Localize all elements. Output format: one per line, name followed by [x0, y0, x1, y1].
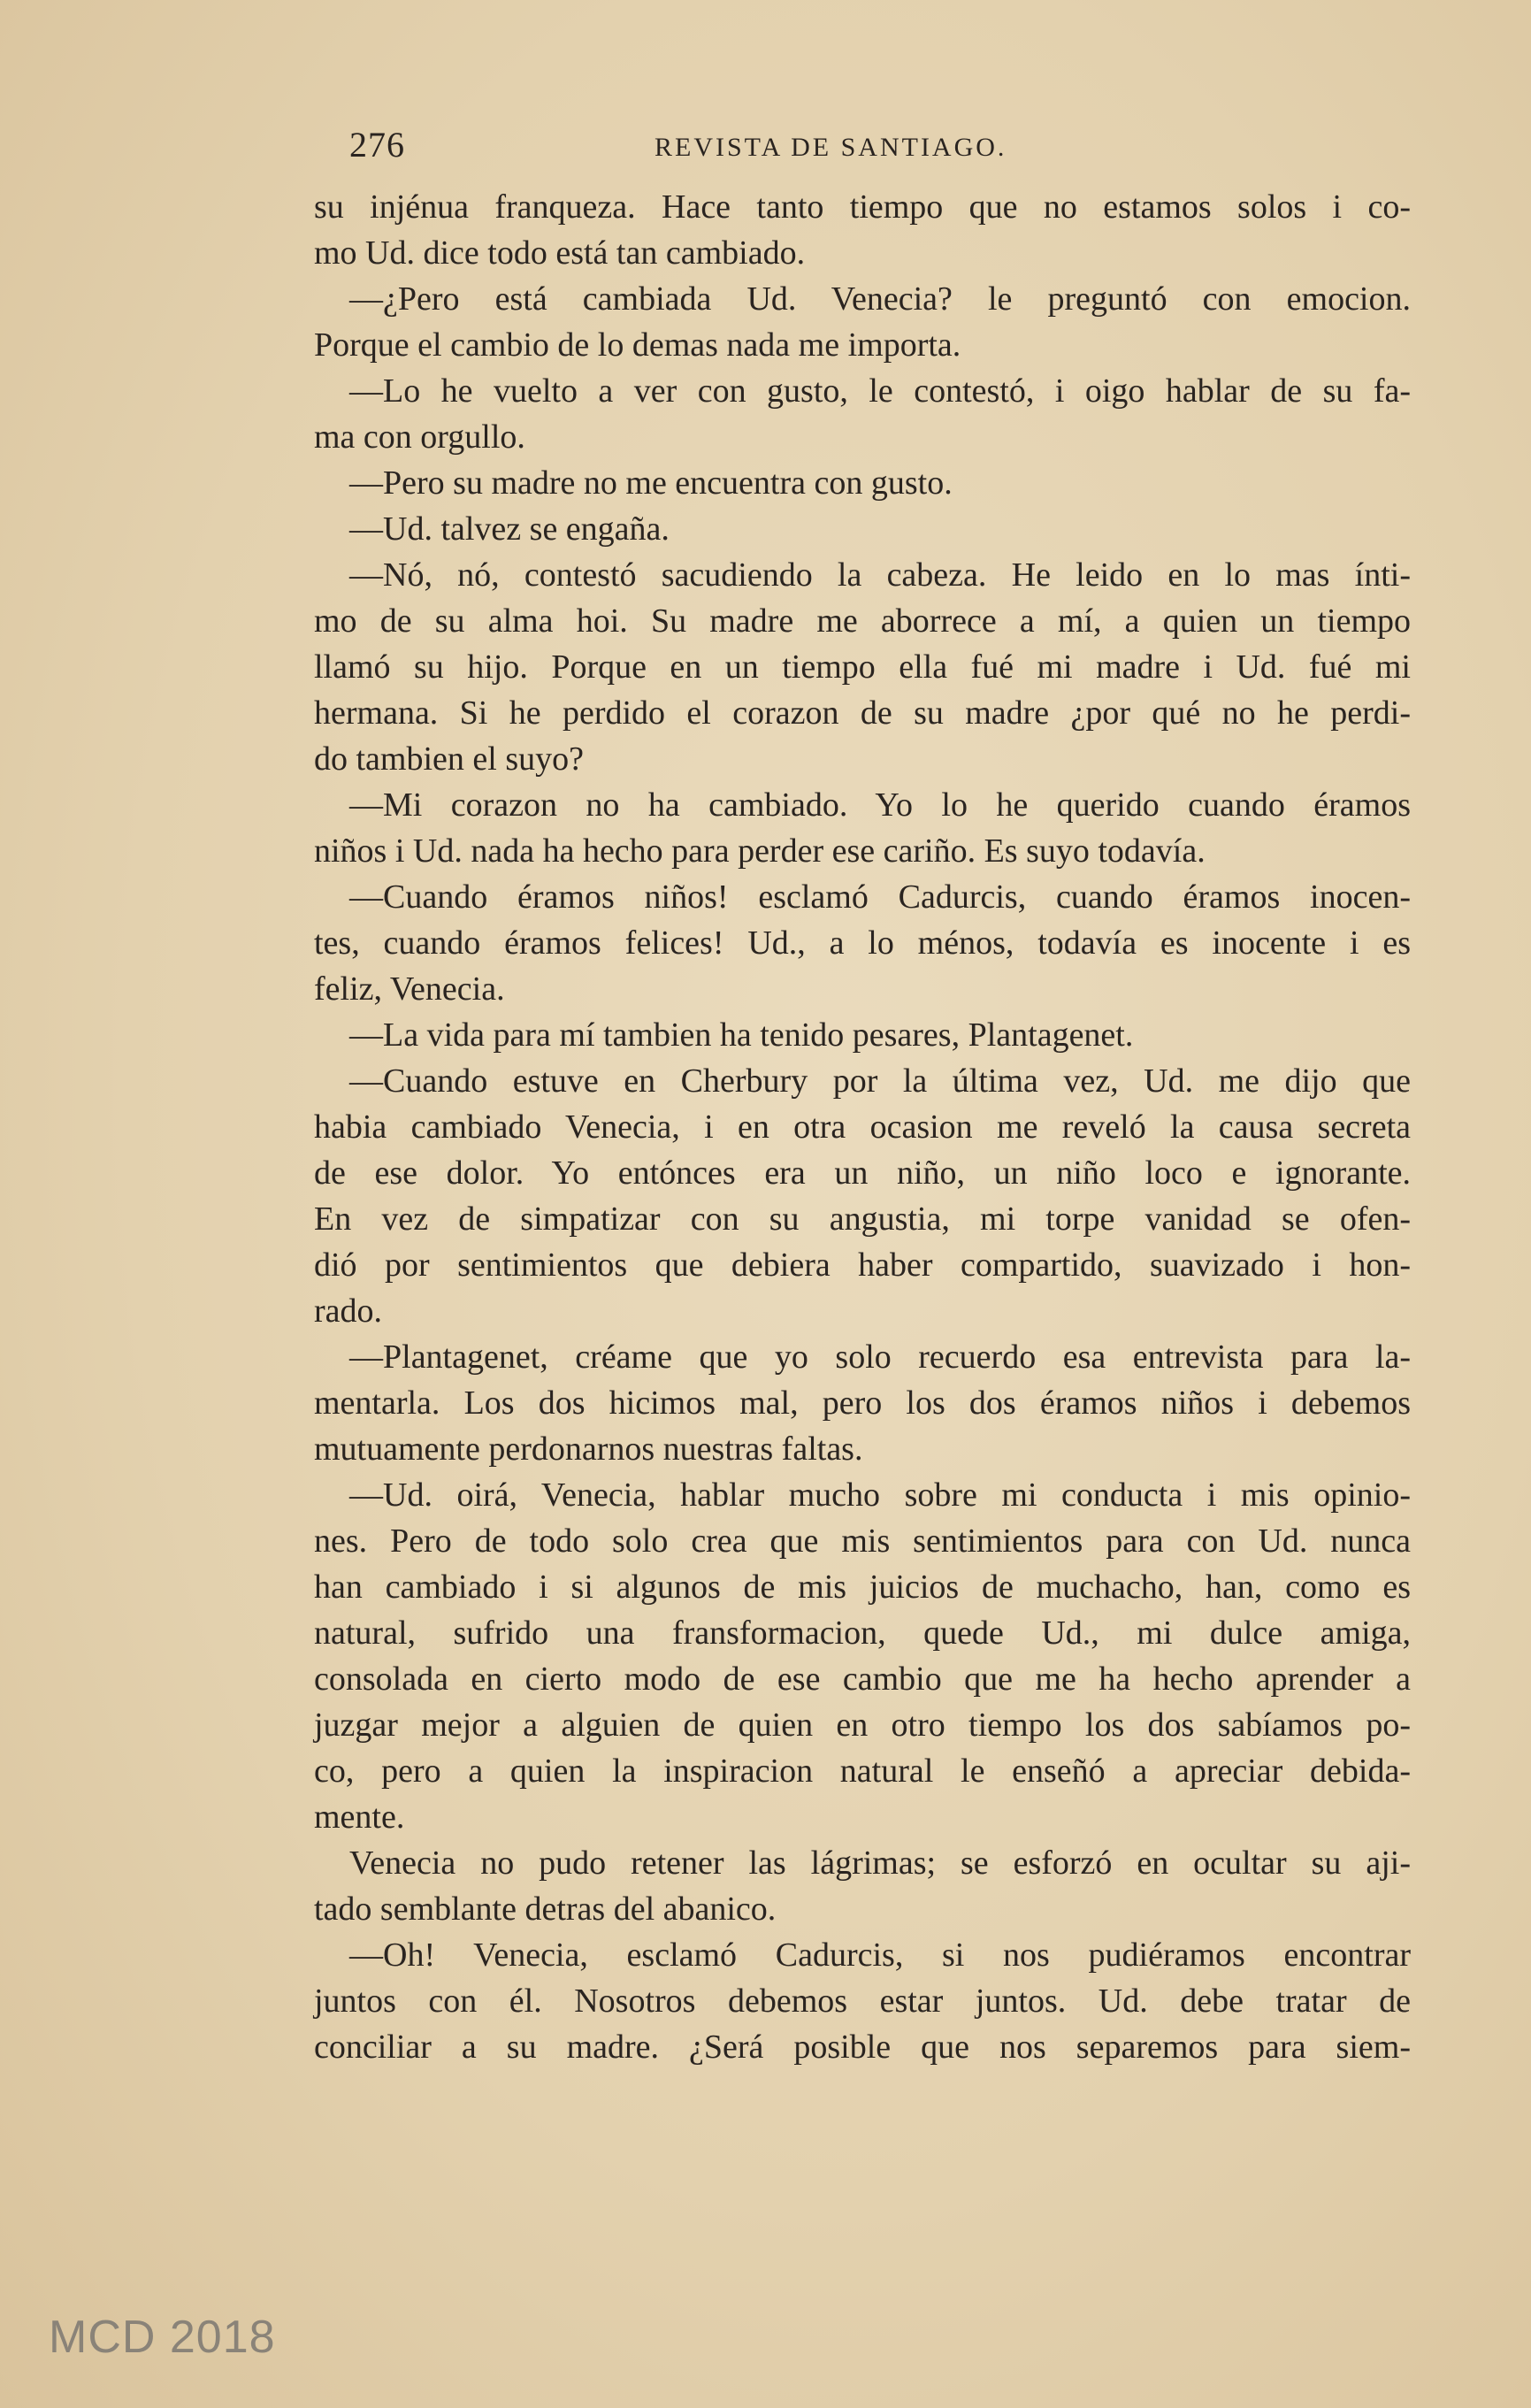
text-line: —Cuando estuve en Cherbury por la última vez, Ud. me dijo que — [349, 1062, 1411, 1100]
text-line: natural, sufrido una fransformacion, quede Ud., mi dulce amiga, — [314, 1614, 1411, 1652]
text-line: niños i Ud. nada ha hecho para perder ese cariño. Es suyo todavía. — [314, 832, 1206, 870]
text-line: tes, cuando éramos felices! Ud., a lo ménos, todavía es inocente i es — [314, 924, 1411, 962]
text-line: En vez de simpatizar con su angustia, mi torpe vanidad se ofen- — [314, 1200, 1411, 1238]
text-line: Venecia no pudo retener las lágrimas; se esforzó en ocultar su aji- — [349, 1844, 1411, 1882]
text-line: tado semblante detras del abanico. — [314, 1890, 777, 1928]
page-number: 276 — [349, 125, 405, 165]
text-line: han cambiado i si algunos de mis juicios de muchacho, han, como es — [314, 1568, 1411, 1606]
text-line: juzgar mejor a alguien de quien en otro tiempo los dos sabíamos po- — [314, 1706, 1411, 1744]
text-line: dió por sentimientos que debiera haber compartido, suavizado i hon- — [314, 1246, 1411, 1284]
text-line: —Plantagenet, créame que yo solo recuerdo esa entrevista para la- — [349, 1338, 1411, 1376]
text-line: ma con orgullo. — [314, 418, 525, 456]
text-line: —Ud. oirá, Venecia, hablar mucho sobre mi conducta i mis opinio- — [349, 1476, 1411, 1514]
text-line: mentarla. Los dos hicimos mal, pero los dos éramos niños i debemos — [314, 1384, 1411, 1422]
text-line: mo Ud. dice todo está tan cambiado. — [314, 234, 806, 272]
text-line: mo de su alma hoi. Su madre me aborrece a mí, a quien un tiempo — [314, 602, 1411, 640]
text-line: conciliar a su madre. ¿Será posible que nos separemos para siem- — [314, 2028, 1411, 2066]
text-line: —Lo he vuelto a ver con gusto, le contestó, i oigo hablar de su fa- — [349, 372, 1411, 410]
text-line: habia cambiado Venecia, i en otra ocasion me reveló la causa secreta — [314, 1108, 1411, 1146]
text-line: —La vida para mí tambien ha tenido pesares, Plantagenet. — [349, 1016, 1134, 1054]
text-line: do tambien el suyo? — [314, 740, 584, 778]
text-line: hermana. Si he perdido el corazon de su madre ¿por qué no he perdi- — [314, 694, 1411, 732]
text-line: mente. — [314, 1798, 405, 1836]
text-line: rado. — [314, 1292, 383, 1330]
text-line: —Pero su madre no me encuentra con gusto. — [349, 464, 953, 502]
text-line: —Cuando éramos niños! esclamó Cadurcis, cuando éramos inocen- — [349, 878, 1411, 916]
text-line: mutuamente perdonarnos nuestras faltas. — [314, 1430, 863, 1468]
text-line: su injénua franqueza. Hace tanto tiempo que no estamos solos i co- — [314, 188, 1411, 226]
text-line: —¿Pero está cambiada Ud. Venecia? le preguntó con emocion. — [349, 280, 1411, 318]
text-line: juntos con él. Nosotros debemos estar juntos. Ud. debe tratar de — [314, 1982, 1411, 2020]
text-line: consolada en cierto modo de ese cambio que me ha hecho aprender a — [314, 1660, 1411, 1698]
text-line: co, pero a quien la inspiracion natural le enseñó a apreciar debida- — [314, 1752, 1411, 1790]
text-line: de ese dolor. Yo entónces era un niño, un niño loco e ignorante. — [314, 1154, 1411, 1192]
text-line: Porque el cambio de lo demas nada me importa. — [314, 326, 961, 364]
text-line: feliz, Venecia. — [314, 970, 505, 1008]
text-line: —Nó, nó, contestó sacudiendo la cabeza. He leido en lo mas ínti- — [349, 556, 1411, 594]
body-text — [314, 184, 1411, 2070]
text-line: —Mi corazon no ha cambiado. Yo lo he querido cuando éramos — [349, 786, 1411, 824]
watermark: MCD 2018 — [49, 2312, 276, 2363]
text-line: —Oh! Venecia, esclamó Cadurcis, si nos pudiéramos encontrar — [349, 1936, 1411, 1974]
text-line: —Ud. talvez se engaña. — [349, 510, 670, 548]
text-line: llamó su hijo. Porque en un tiempo ella fué mi madre i Ud. fué mi — [314, 648, 1411, 686]
text-line: nes. Pero de todo solo crea que mis sentimientos para con Ud. nunca — [314, 1522, 1411, 1560]
running-head: REVISTA DE SANTIAGO. — [655, 133, 1007, 162]
